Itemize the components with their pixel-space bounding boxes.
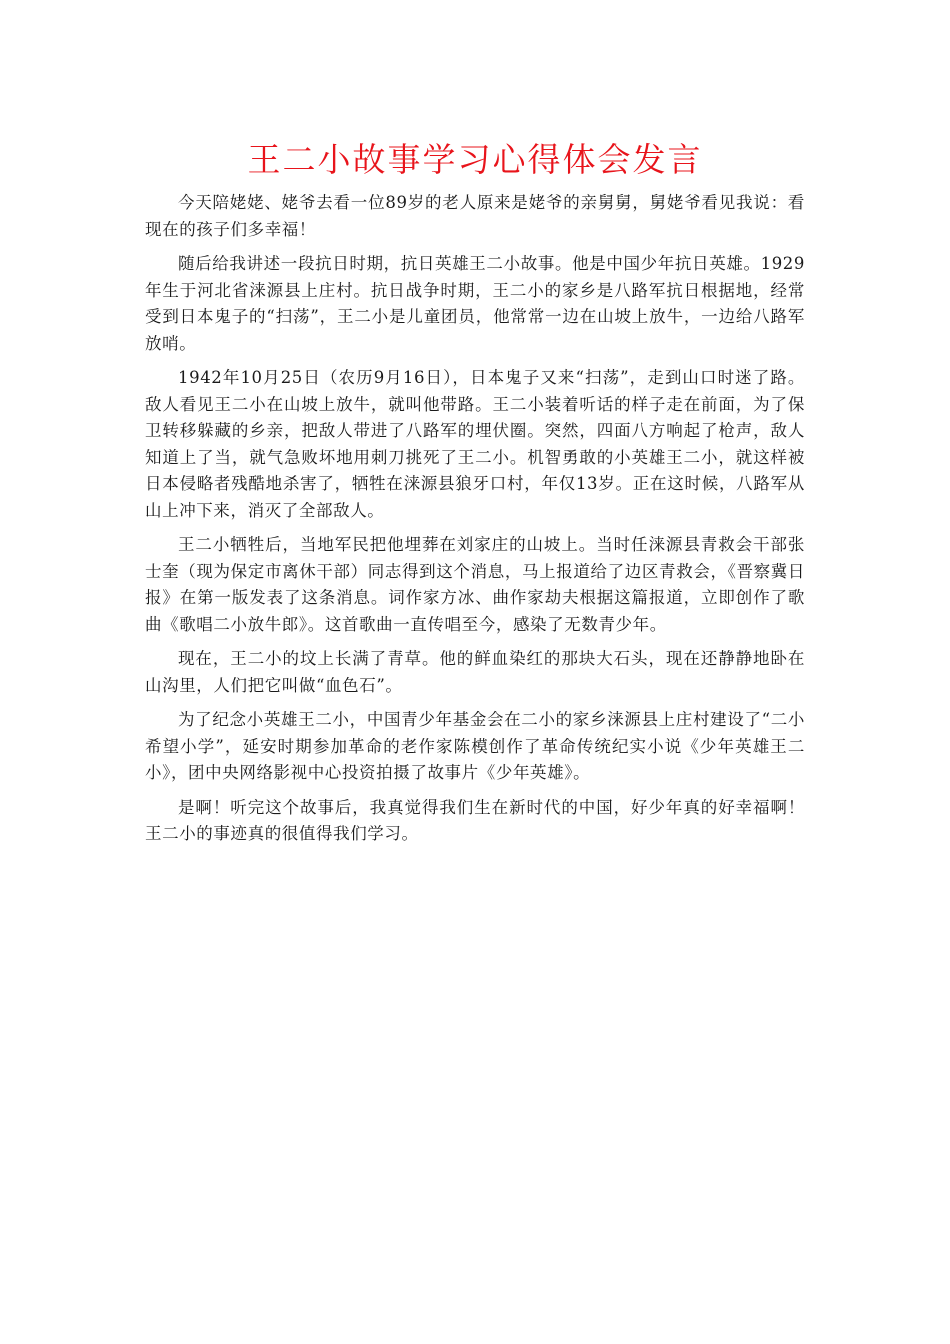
document-body [145,190,805,856]
paragraph-6: 为了纪念小英雄王二小，中国青少年基金会在二小的家乡涞源县上庄村建设了“二小希望小学”，延安时期参加革命的老作家陈模创作了革命传统纪实小说《少年英雄王二小》，团中央网络影视中心投资拍摄了故事片《少年英雄》。 [145,710,805,782]
paragraph-1: 今天陪姥姥、姥爷去看一位89岁的老人原来是姥爷的亲舅舅，舅姥爷看见我说：看现在的孩子们多幸福！ [145,193,805,239]
paragraph-5: 现在，王二小的坟上长满了青草。他的鲜血染红的那块大石头，现在还静静地卧在山沟里，人们把它叫做“血色石”。 [145,649,805,695]
document-title: 王二小故事学习心得体会发言 [247,140,703,179]
paragraph-4: 王二小牺牲后，当地军民把他埋葬在刘家庄的山坡上。当时任涞源县青救会干部张士奎（现为保定市离休干部）同志得到这个消息，马上报道给了边区青救会，《晋察冀日报》在第一版发表了这条消息。词作家方冰、曲作家劫夫根据这篇报道，立即创作了歌曲《歌唱二小放牛郎》。这首歌曲一直传唱至今，感染了无数青少年。 [145,535,805,634]
paragraph-3: 1942年10月25日（农历9月16日），日本鬼子又来“扫荡”，走到山口时迷了路。敌人看见王二小在山坡上放牛，就叫他带路。王二小装着听话的样子走在前面，为了保卫转移躲藏的乡亲，把敌人带进了八路军的埋伏圈。突然，四面八方响起了枪声，敌人知道上了当，就气急败坏地用刺刀挑死了王二小。机智勇敢的小英雄王二小，就这样被日本侵略者残酷地杀害了，牺牲在涞源县狼牙口村，年仅13岁。正在这时候，八路军从山上冲下来，消灭了全部敌人。 [145,368,805,520]
paragraph-7: 是啊！听完这个故事后，我真觉得我们生在新时代的中国，好少年真的好幸福啊！王二小的事迹真的很值得我们学习。 [145,797,805,843]
paragraph-2: 随后给我讲述一段抗日时期，抗日英雄王二小故事。他是中国少年抗日英雄。1929年生于河北省涞源县上庄村。抗日战争时期，王二小的家乡是八路军抗日根据地，经常受到日本鬼子的“扫荡”，王二小是儿童团员，他常常一边在山坡上放牛，一边给八路军放哨。 [145,254,805,353]
